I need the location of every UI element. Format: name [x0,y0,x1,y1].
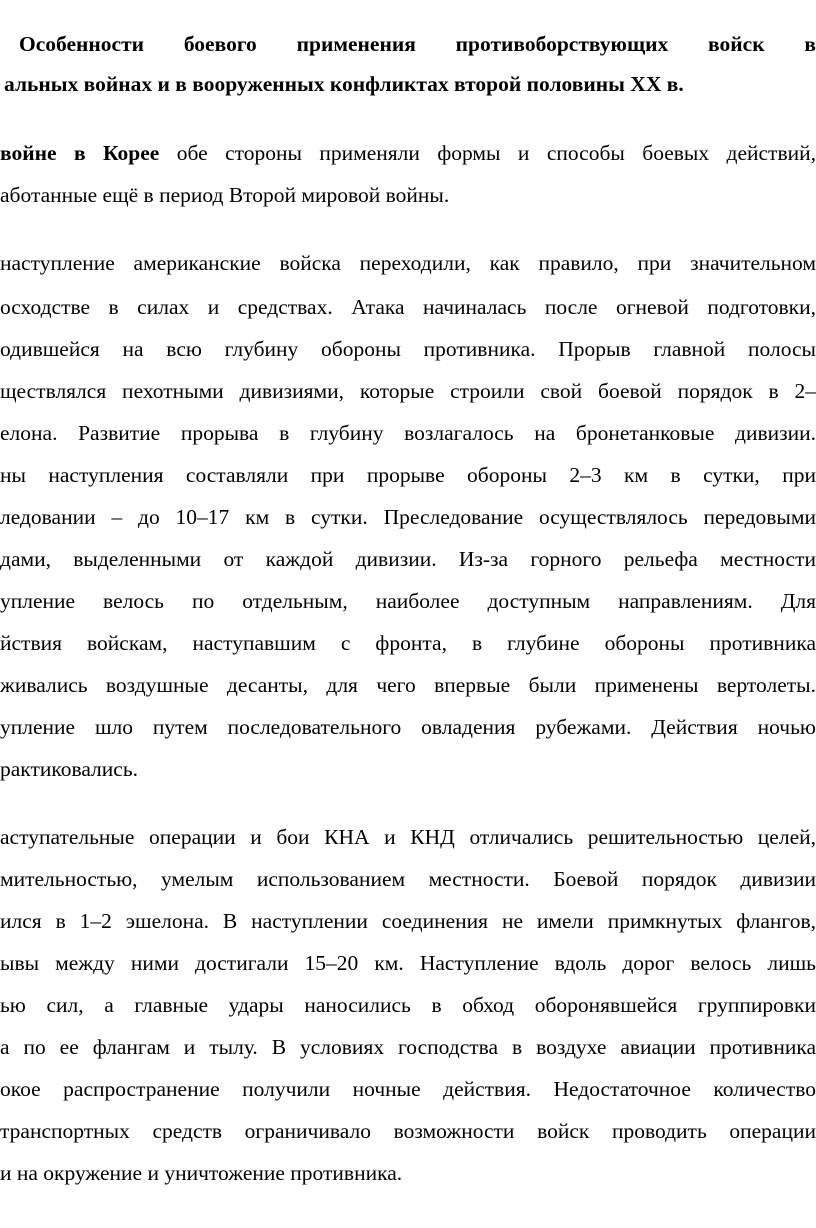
paragraph-3-line: мительностью, умелым использованием местности. Боевой порядок дивизии [0,867,816,891]
paragraph-2-line: елона. Развитие прорыва в глубину возлагалось на бронетанковые дивизии. [0,421,816,445]
paragraph-2-line: йствия войскам, наступавшим с фронта, в глубине обороны противника [0,631,816,655]
paragraph-3-line: а по ее флангам и тылу. В условиях господства в воздухе авиации противника [0,1035,816,1059]
paragraph-2-line: упление велось по отдельным, наиболее доступным направлениям. Для [0,589,816,613]
paragraph-2-line: осходстве в силах и средствах. Атака начиналась после огневой подготовки, [0,295,816,319]
paragraph-1-line-1-rest: обе стороны применяли формы и способы боевых действий, [176,141,816,165]
paragraph-3-line: ился в 1–2 эшелона. В наступлении соединения не имели примкнутых флангов, [0,909,816,933]
paragraph-3-line: и на окружение и уничтожение противника. [0,1161,403,1185]
paragraph-3-line: ью сил, а главные удары наносились в обход оборонявшейся группировки [0,993,816,1017]
paragraph-1-line-1 [0,138,816,168]
paragraph-3-line: транспортных средств ограничивало возможности войск проводить операции [0,1119,816,1143]
paragraph-2-line: упление шло путем последовательного овладения рубежами. Действия ночью [0,715,816,739]
paragraph-2-line: ществлялся пехотными дивизиями, которые строили свой боевой порядок в 2– [0,379,816,403]
document-title-line-2: альных войнах и в вооруженных конфликтах второй половины XX в. [4,72,684,96]
paragraph-2-line: дами, выделенными от каждой дивизии. Из-за горного рельефа местности [0,547,816,571]
paragraph-2-line: одившейся на всю глубину обороны противника. Прорыв главной полосы [0,337,816,361]
paragraph-2-line: ны наступления составляли при прорыве обороны 2–3 км в сутки, при [0,463,816,487]
paragraph-2-line: наступление американские войска переходили, как правило, при значительном [0,251,816,275]
paragraph-1-line-2: аботанные ещё в период Второй мировой войны. [0,183,450,207]
paragraph-3-line: ывы между ними достигали 15–20 км. Наступление вдоль дорог велось лишь [0,951,816,975]
paragraph-3-line: аступательные операции и бои КНА и КНД отличались решительностью целей, [0,825,816,849]
paragraph-1-lead: войне в Корее [0,141,160,165]
document-title-line-1: Особенности боевого применения противоборствующих войск в [19,32,816,56]
paragraph-2-line: ледовании – до 10–17 км в сутки. Преследование осуществлялось передовыми [0,505,816,529]
paragraph-3-line: окое распространение получили ночные действия. Недостаточное количество [0,1077,816,1101]
paragraph-2-line: рактиковались. [0,757,139,781]
paragraph-2-line: живались воздушные десанты, для чего впервые были применены вертолеты. [0,673,816,697]
